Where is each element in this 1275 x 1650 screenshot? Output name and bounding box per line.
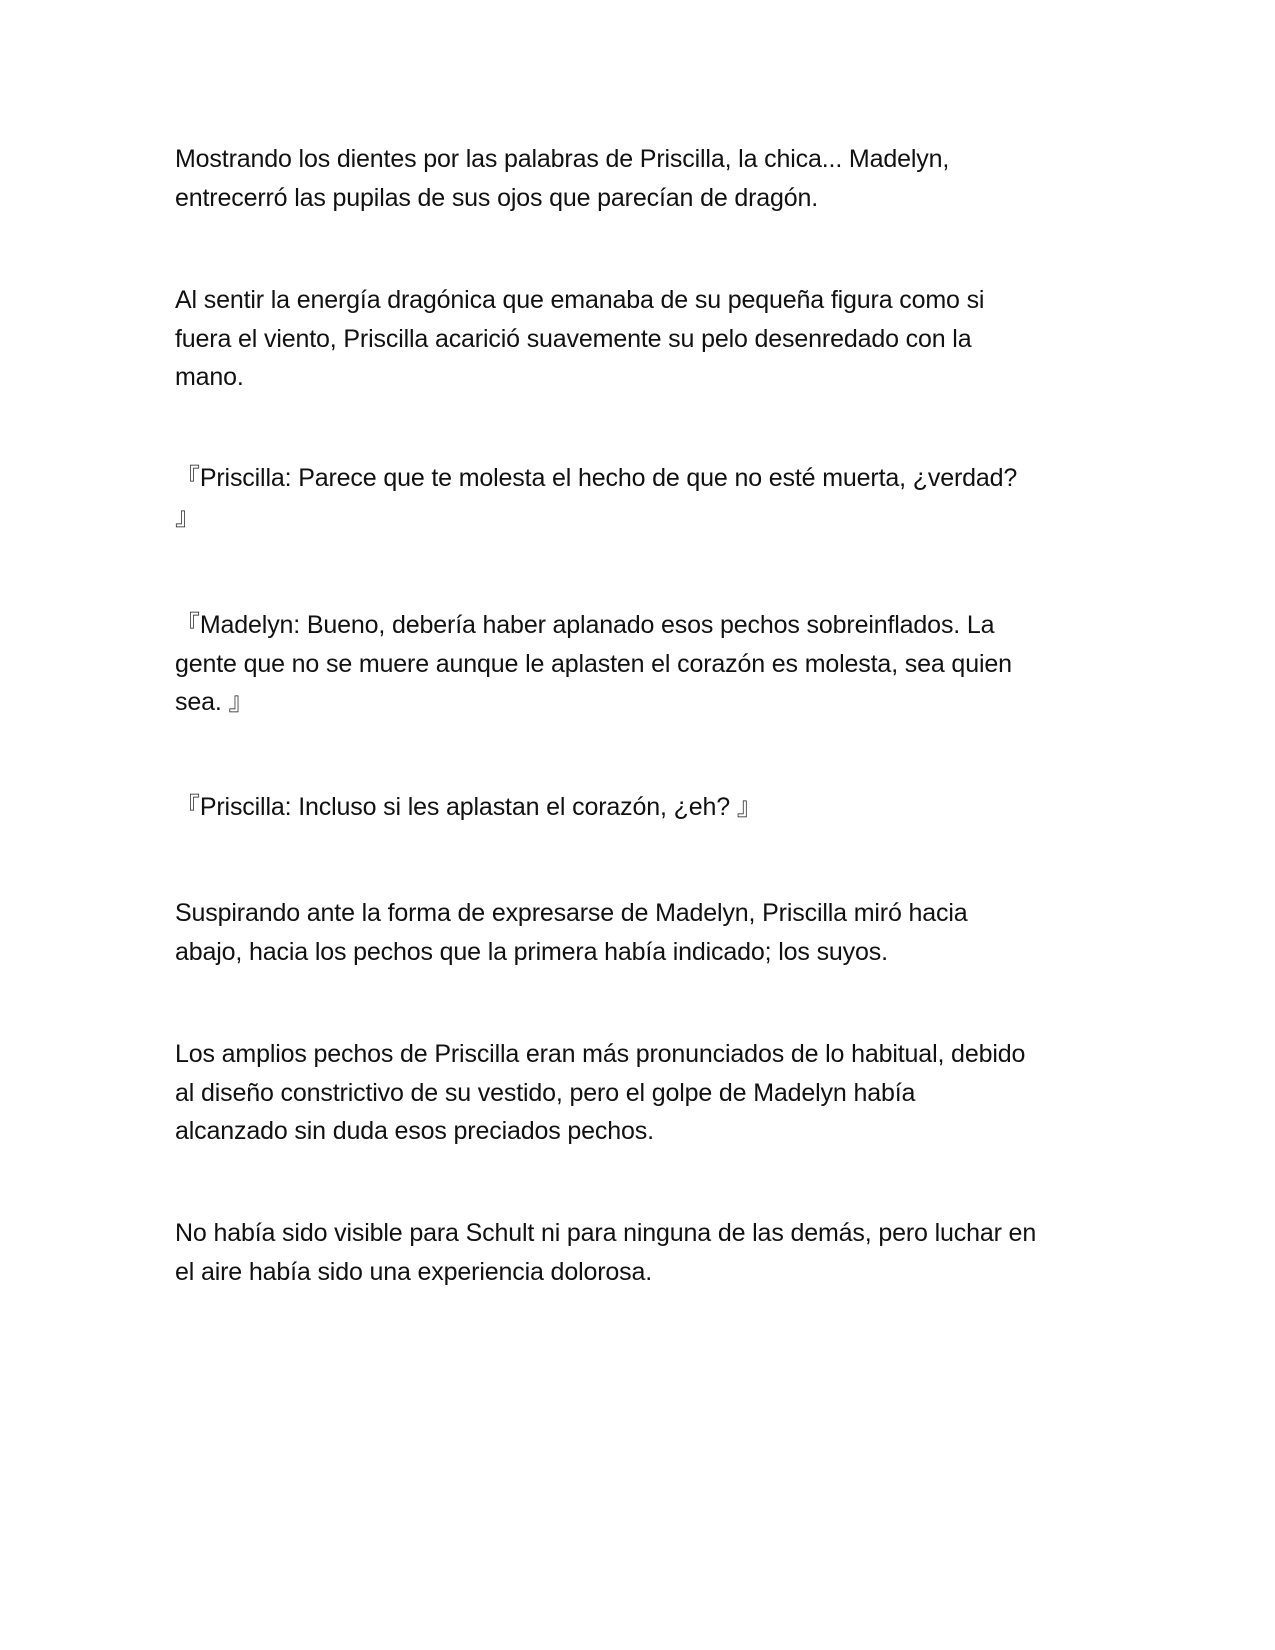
paragraph-1 bbox=[175, 140, 1095, 217]
paragraph-8 bbox=[175, 1214, 1095, 1291]
paragraph-line: 『Priscilla: Parece que te molesta el hecho de que no esté muerta, ¿verdad? bbox=[175, 464, 1018, 492]
paragraph-line: 『Madelyn: Bueno, debería haber aplanado esos pechos sobreinflados. La bbox=[175, 611, 995, 639]
paragraph-line: 』 bbox=[175, 502, 200, 531]
paragraph-line: Los amplios pechos de Priscilla eran más pronunciados de lo habitual, debido bbox=[175, 1040, 1026, 1068]
paragraph-7 bbox=[175, 1035, 1095, 1151]
paragraph-line: al diseño constrictivo de su vestido, pero el golpe de Madelyn había bbox=[175, 1078, 916, 1107]
paragraph-line: Suspirando ante la forma de expresarse de Madelyn, Priscilla miró hacia bbox=[175, 899, 968, 927]
paragraph-line: abajo, hacia los pechos que la primera había indicado; los suyos. bbox=[175, 937, 888, 966]
paragraph-2 bbox=[175, 281, 1095, 397]
paragraph-line: mano. bbox=[175, 363, 244, 391]
paragraph-line: entrecerró las pupilas de sus ojos que parecían de dragón. bbox=[175, 183, 819, 212]
paragraph-line: fuera el viento, Priscilla acarició suavemente su pelo desenredado con la bbox=[175, 324, 972, 353]
paragraph-line: Al sentir la energía dragónica que emanaba de su pequeña figura como si bbox=[175, 286, 985, 314]
paragraph-line: alcanzado sin duda esos preciados pechos. bbox=[175, 1117, 654, 1145]
dialogue-priscilla-2 bbox=[175, 788, 1095, 827]
paragraph-line: No había sido visible para Schult ni para ninguna de las demás, pero luchar en bbox=[175, 1219, 1037, 1247]
paragraph-line: 『Priscilla: Incluso si les aplastan el corazón, ¿eh? 』 bbox=[175, 793, 762, 821]
paragraph-line: gente que no se muere aunque le aplasten el corazón es molesta, sea quien bbox=[175, 649, 1012, 678]
paragraph-6 bbox=[175, 894, 1095, 971]
paragraph-line: el aire había sido una experiencia dolorosa. bbox=[175, 1257, 653, 1286]
dialogue-madelyn-1 bbox=[175, 606, 1095, 722]
paragraph-line: sea. 』 bbox=[175, 688, 254, 716]
dialogue-priscilla-1 bbox=[175, 459, 1095, 536]
paragraph-line: Mostrando los dientes por las palabras de Priscilla, la chica... Madelyn, bbox=[175, 145, 950, 173]
